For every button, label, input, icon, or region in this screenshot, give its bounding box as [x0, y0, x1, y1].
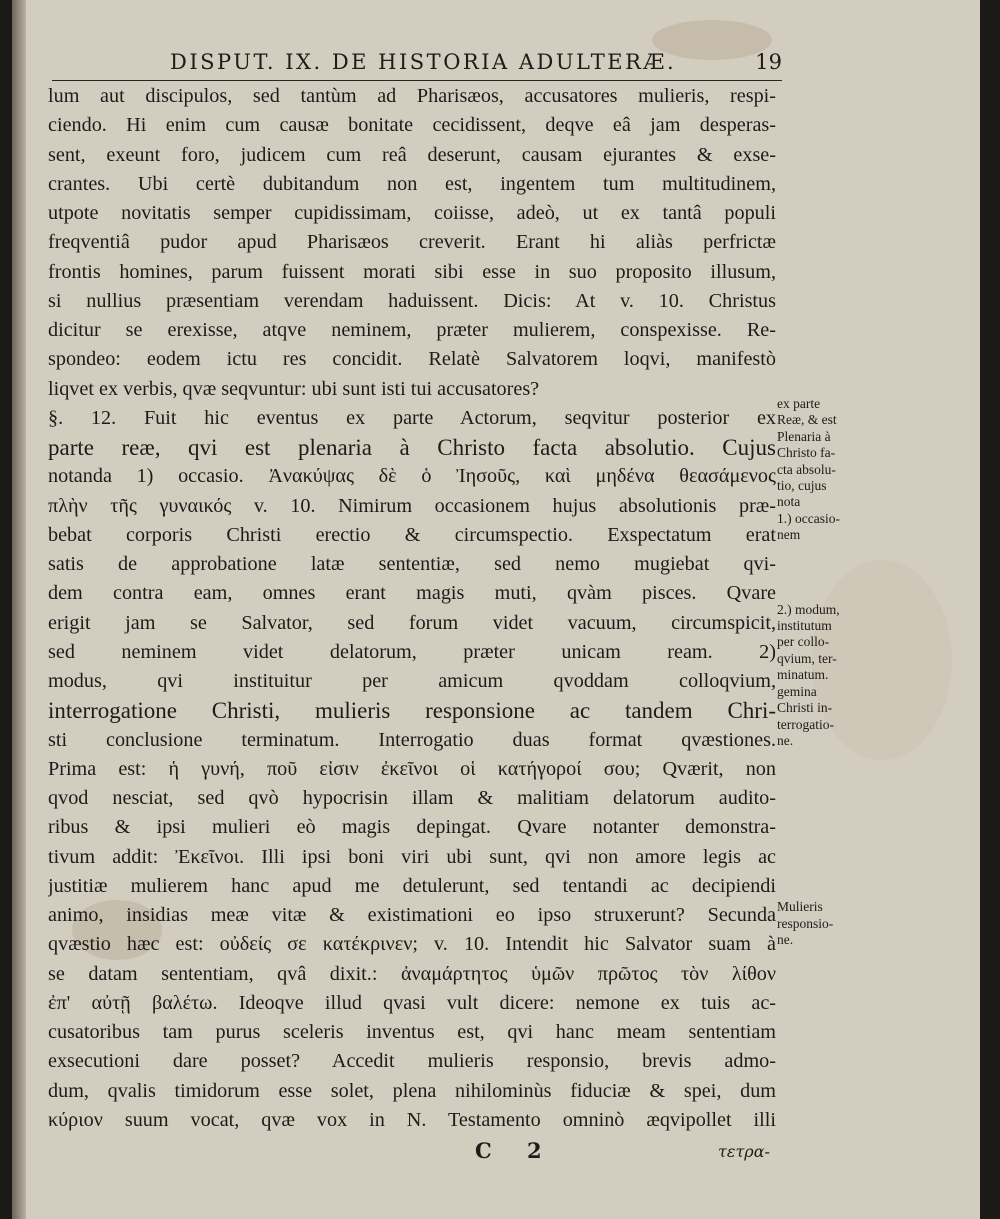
text-line: κύριον suum vocat, qvæ vox in N. Testamento omninò æqvipollet illi [48, 1108, 776, 1131]
text-line: si nullius præsentiam verendam haduissent. Dicis: At v. 10. Christus [48, 289, 776, 312]
text-line: tivum addit: Ἐκεῖνοι. Illi ipsi boni viri ubi sunt, qvi non amore legis ac [48, 845, 776, 868]
text-line: bebat corporis Christi erectio & circumspectio. Exspectatum erat [48, 523, 776, 546]
margin-note-line: per collo- [777, 634, 830, 650]
binding-gutter [12, 0, 26, 1219]
text-line: qvod nesciat, sed qvò hypocrisin illam & malitiam delatorum audito- [48, 787, 776, 809]
text-line: sed neminem videt delatorum, præter unicam ream. 2) [48, 640, 776, 663]
margin-note-line: ex parte [777, 396, 821, 411]
text-line: πλὴν τῆς γυναικός v. 10. Nimirum occasionem hujus absolutionis præ- [48, 494, 776, 517]
text-line: §. 12. Fuit hic eventus ex parte Actorum, seqvitur posterior ex [48, 406, 776, 429]
margin-note-line: nem [777, 527, 801, 543]
margin-note-line: ne. [777, 732, 794, 748]
margin-note-line: institutum [777, 618, 832, 634]
running-title: DISPUT. IX. DE HISTORIA ADULTERÆ. [170, 50, 677, 74]
margin-note-line: Reæ, & est [777, 412, 837, 428]
text-line: dicitur se erexisse, atqve neminem, præter mulierem, conspexisse. Re- [48, 319, 776, 341]
margin-note-line: ne. [777, 932, 794, 948]
margin-note-line: nota [777, 494, 801, 510]
catchword: τετρα- [718, 1142, 770, 1161]
text-line: qvæstio hæc est: οὐδείς σε κατέκρινεν; v. 10. Intendit hic Salvator suam à [48, 933, 776, 956]
text-line: exsecutioni dare posset? Accedit mulieris responsio, brevis admo- [48, 1050, 776, 1073]
running-header [52, 50, 782, 81]
text-line: modus, qvi instituitur per amicum qvoddam colloqvium, [48, 670, 776, 692]
margin-note-line: Christo fa- [777, 445, 836, 461]
margin-note-line: gemina [777, 683, 817, 699]
margin-note-line: minatum. [777, 667, 829, 683]
text-line: dum, qvalis timidorum esse solet, plena nihilominùs fiduciæ & spei, dum [48, 1079, 776, 1102]
text-line: crantes. Ubi certè dubitandum non est, ingentem tum multitudinem, [48, 172, 776, 195]
page-number: 19 [755, 50, 782, 74]
text-line: parte reæ, qvi est plenaria à Christo facta absolutio. Cujus [48, 435, 776, 460]
margin-spacer [777, 544, 887, 602]
text-line: ἐπ' αὐτῇ βαλέτω. Ideoqve illud qvasi vult dicere: nemone ex tuis ac- [48, 991, 776, 1014]
text-line: sti conclusione terminatum. Interrogatio duas format qvæstiones. [48, 728, 776, 751]
margin-note-line: Mulieris [777, 899, 823, 915]
main-text-block [48, 82, 776, 1135]
text-line: utpote novitatis semper cupidissimam, coiisse, adeò, ut ex tantâ populi [48, 202, 776, 224]
margin-note-line: tio, cujus [777, 478, 827, 494]
margin-note-line: Plenaria à [777, 428, 831, 444]
text-line: satis de approbatione latæ sententiæ, sed nemo mugiebat qvi- [48, 553, 776, 575]
text-line: ribus & ipsi mulieri eò magis depingat. Qvare notanter demonstra- [48, 816, 776, 839]
margin-note-line: 2.) modum, [777, 601, 840, 617]
text-line: spondeo: eodem ictu res concidit. Relatè Salvatorem loqvi, manifestò [48, 348, 776, 371]
margin-note-line: cta absolu- [777, 461, 836, 477]
margin-note-line: Christi in- [777, 700, 833, 716]
margin-spacer [777, 749, 887, 899]
text-line: ciendo. Hi enim cum causæ bonitate cecidissent, deqve eâ jam desperas- [48, 114, 776, 137]
margin-note-line: qvium, ter- [777, 650, 837, 666]
text-line: sent, exeunt foro, judicem cum reâ deserunt, causam ejurantes & exse- [48, 143, 776, 166]
book-page [12, 0, 980, 1219]
text-line: dem contra eam, omnes erant magis muti, qvàm pisces. Qvare [48, 582, 776, 605]
text-line: justitiæ mulierem hanc apud me detulerunt, sed tentandi ac decipiendi [48, 874, 776, 897]
text-line: freqventiâ pudor apud Pharisæos creverit. Erant hi aliàs perfrictæ [48, 231, 776, 254]
text-line: frontis homines, parum fuissent morati sibi esse in suo proposito illusum, [48, 260, 776, 283]
margin-note-line: terrogatio- [777, 716, 834, 732]
text-line: notanda 1) occasio. Ἀνακύψας δὲ ὁ Ἰησοῦς, καὶ μηδένα θεασάμενος [48, 465, 776, 488]
text-line: Prima est: ἡ γυνή, ποῦ εἰσιν ἐκεῖνοι οἱ κατήγοροί σου; Qværit, non [48, 757, 776, 780]
signature-mark: C 2 [475, 1138, 556, 1163]
text-line: animo, insidias meæ vitæ & existimationi eo ipso struxerunt? Secunda [48, 904, 776, 926]
text-line: erigit jam se Salvator, sed forum videt vacuum, circumspicit, [48, 611, 776, 634]
margin-note-line: 1.) occasio- [777, 510, 840, 526]
margin-notes [777, 396, 887, 949]
text-line: lum aut discipulos, sed tantùm ad Pharisæos, accusatores mulieris, respi- [48, 85, 776, 107]
text-line: se datam sententiam, qvâ dixit.: ἀναμάρτητος ὑμῶν πρῶτος τὸν λίθον [48, 962, 776, 985]
text-line: liqvet ex verbis, qvæ seqvuntur: ubi sunt isti tui accusatores? [48, 377, 540, 400]
margin-note-line: responsio- [777, 915, 834, 931]
text-line: cusatoribus tam purus sceleris inventus est, qvi hanc meam sententiam [48, 1021, 776, 1043]
text-line: interrogatione Christi, mulieris responsione ac tandem Chri- [48, 698, 776, 724]
